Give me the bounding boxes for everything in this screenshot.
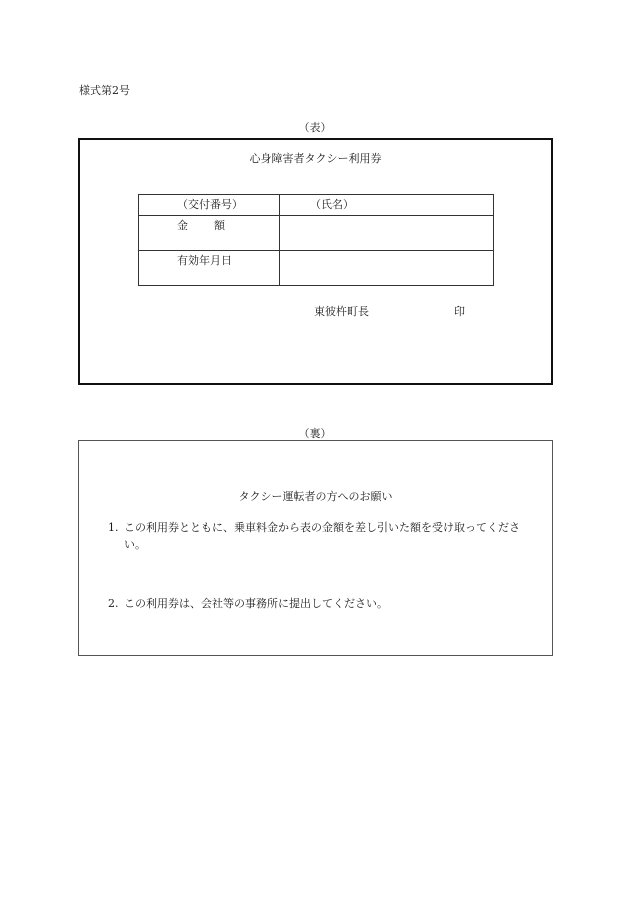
- ticket-back-panel: [78, 440, 553, 656]
- front-side-label: （表）: [298, 121, 332, 134]
- form-number: 様式第2号: [79, 84, 130, 97]
- table-row: [139, 216, 494, 251]
- request-text: この利用券は、会社等の事務所に提出してください。: [124, 597, 388, 610]
- request-item: [108, 595, 538, 612]
- issuer-name: 東彼杵町長: [314, 305, 369, 318]
- amount-label: 金額: [177, 219, 251, 232]
- ticket-title: 心身障害者タクシー利用券: [249, 152, 382, 165]
- ticket-info-table: [138, 194, 494, 286]
- amount-label-cell: [139, 216, 280, 251]
- request-item: [108, 519, 538, 553]
- table-row: [139, 251, 494, 286]
- request-number: 2.: [108, 597, 119, 610]
- back-title: タクシー運転者の方へのお願い: [238, 490, 393, 503]
- validity-value-cell: [280, 251, 494, 286]
- back-side-label: （裏）: [298, 427, 332, 440]
- name-label: （氏名）: [310, 198, 354, 211]
- name-cell: [280, 195, 494, 216]
- ticket-front-panel: [78, 138, 553, 385]
- issue-number-label: （交付番号）: [177, 198, 243, 211]
- table-row: [139, 195, 494, 216]
- amount-value-cell: [280, 216, 494, 251]
- request-number: 1.: [108, 521, 119, 534]
- request-text: この利用券とともに、乗車料金から表の金額を差し引いた額を受け取ってください。: [124, 521, 520, 551]
- validity-label-cell: [139, 251, 280, 286]
- seal-mark: 印: [454, 305, 465, 318]
- issue-number-cell: [139, 195, 280, 216]
- validity-label: 有効年月日: [177, 254, 232, 267]
